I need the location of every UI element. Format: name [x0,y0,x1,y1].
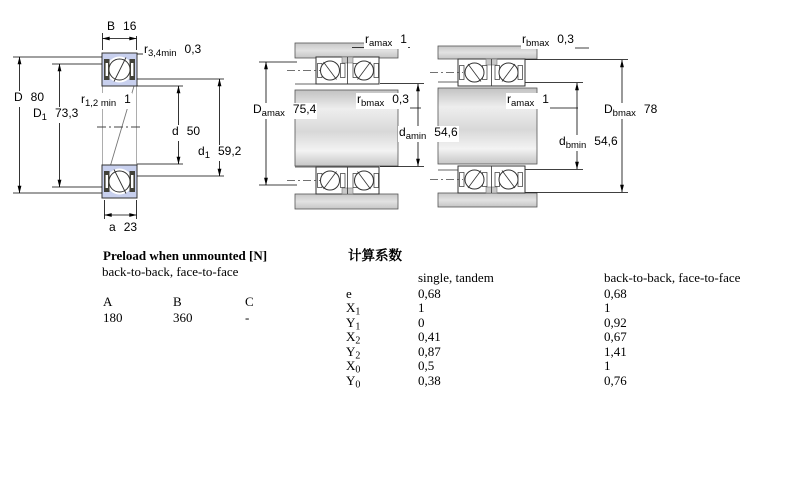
factors-col-single-tandem: single, tandem [418,270,494,285]
bearing-upper-section [102,53,137,86]
dim-Damax [259,62,297,185]
dim-label-r12min: $r_{1,2 min}$ 1 [81,92,131,109]
preload-value-A: 180 [103,310,123,325]
factor-pair-e: 0,68 [604,286,627,301]
bearing-pair-bottom [458,166,525,193]
housing-bottom [295,194,398,209]
dim-label-ramax-mid: $r_{amax}$ 1 [365,32,407,49]
factor-pair-X1: 1 [604,300,611,315]
factor-single-e: 0,68 [418,286,441,301]
factor-single-X0: 0,5 [418,358,435,373]
dim-label-damin: $d_{amin}$ 54,6 [399,125,458,142]
housing-bottom [438,193,537,207]
dim-B [103,33,137,50]
bearing-pair-top [316,57,379,84]
factor-pair-X0: 1 [604,358,611,373]
dim-label-dbmin: $d_{bmin}$ 54,6 [559,134,618,151]
factor-single-X2: 0,41 [418,329,441,344]
dim-label-rbmax-mid: $r_{bmax}$ 0,3 [357,92,409,109]
preload-value-C: - [245,310,250,325]
right-arrangement-drawing [430,46,628,207]
dim-label-d1: $d_1$ 59,2 [198,144,242,161]
dim-a [105,200,137,219]
factor-label-X1: $X_1$ [346,300,361,318]
bearing-pair-top [458,59,525,86]
preload-col-B: B [173,294,182,309]
factors-col-back-to-back: back-to-back, face-to-face [604,270,741,285]
dim-label-r34min: $r_{3,4min}$ 0,3 [144,42,202,59]
preload-col-C: C [245,294,254,309]
dim-D [13,57,102,193]
factor-pair-Y1: 0,92 [604,315,627,330]
factor-label-Y0: $Y_0$ [346,373,361,391]
factor-label-X0: $X_0$ [346,358,361,376]
bearing-lower-section [102,165,137,198]
factor-pair-Y0: 0,76 [604,373,627,388]
dim-D1 [52,64,102,187]
factor-single-Y0: 0,38 [418,373,441,388]
preload-value-B: 360 [173,310,193,325]
preload-subtitle: back-to-back, face-to-face [102,264,239,279]
preload-title: Preload when unmounted [N] [103,248,268,263]
dim-label-a: a 23 [108,221,138,237]
factor-single-Y2: 0,87 [418,344,441,359]
factor-pair-Y2: 1,41 [604,344,627,359]
factor-single-Y1: 0 [418,315,425,330]
dim-label-Damax: $D_{amax}$ 75,4 [253,102,317,119]
dim-label-D: D 80 [13,91,45,107]
dim-label-d: d 50 [171,125,201,141]
dim-label-B: B 16 [106,20,137,36]
factors-title: 计算系数 [348,248,402,263]
dim-label-Dbmax: $D_{bmax}$ 78 [604,102,658,119]
dim-label-rbmax-right: $r_{bmax}$ 0,3 [522,32,574,49]
factor-label-X2: $X_2$ [346,329,361,347]
factor-label-Y2: $Y_2$ [346,344,361,362]
dim-label-ramax-right: $r_{amax}$ 1 [507,92,549,109]
bearing-pair-bottom [316,167,379,194]
factor-pair-X2: 0,67 [604,329,627,344]
factor-single-X1: 1 [418,300,425,315]
dim-label-D1: $D_1$ 73,3 [33,106,79,123]
preload-col-A: A [103,294,113,309]
factor-label-Y1: $Y_1$ [346,315,361,333]
factor-label-e: e [346,286,352,301]
